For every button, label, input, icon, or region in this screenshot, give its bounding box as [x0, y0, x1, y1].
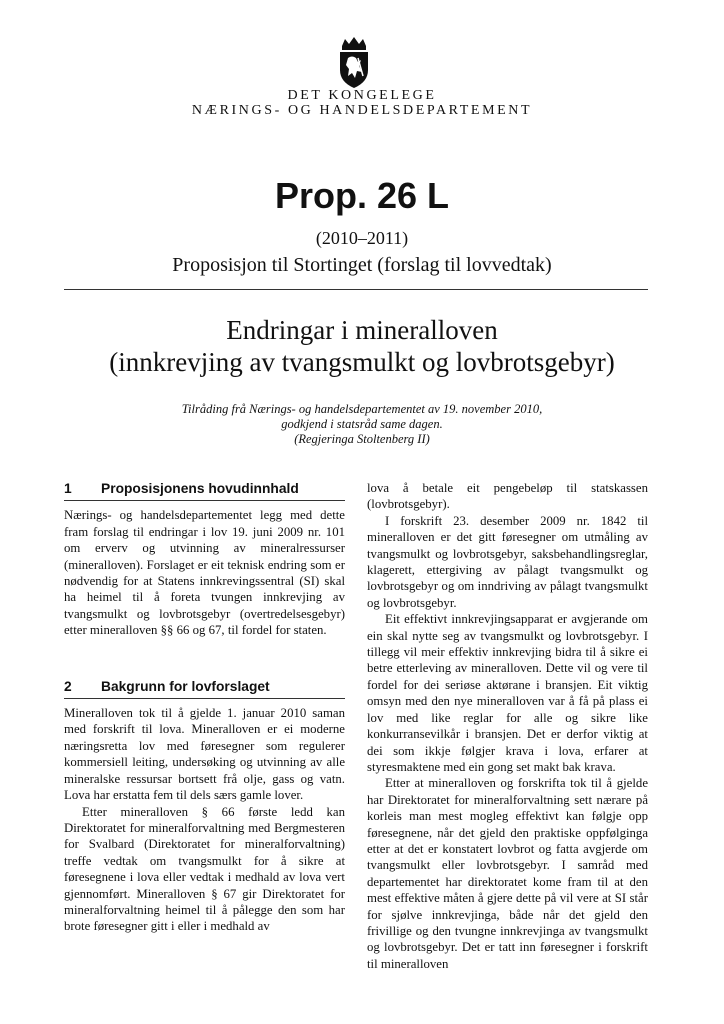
right-column [367, 480, 648, 972]
main-title-line-1: Endringar i mineralloven [226, 315, 498, 345]
section-number: 2 [64, 678, 72, 694]
royal-coat-of-arms-icon [328, 36, 380, 90]
section-title: Proposisjonens hovudinnhald [101, 481, 299, 496]
paragraph: Nærings- og handelsdepartementet legg med dette fram forslag til endringar i lov 19. juni 2009 nr. 101 om erverv og utvinning av mineralressurser (mineralloven). Forslaget er eit teknisk endring som er nødvendig for at Statens innkrevingssentral (SI) skal ha heimel til å foreta tvungen innkrevjing av tvangsmulkt og lovbrotsgebyr (overtredelsesgebyr) etter mineralloven §§ 66 og 67, til fordel for staten. [64, 508, 345, 638]
main-title [0, 314, 724, 378]
approval-line-2: godkjend i statsråd same dagen. [281, 417, 443, 431]
title-divider [64, 289, 648, 290]
proposition-title: Prop. 26 L [274, 175, 450, 216]
left-column [64, 481, 345, 935]
session-years: (2010–2011) [315, 228, 409, 248]
paragraph: Mineralloven tok til å gjelde 1. januar 2010 saman med forskrift til lova. Mineralloven er ei moderne næringsretta lov med føresegner som regulerer kommersiell leiting, undersøking og utvinning av alle mineralske ressursar bortsett frå olje, gass og vatn. Lova har erstatta fem til dels særs gamle lover. [64, 706, 345, 803]
main-title-line-2: (innkrevjing av tvangsmulkt og lovbrotsgebyr) [109, 347, 615, 377]
section-heading [64, 481, 345, 501]
paragraph: Etter mineralloven § 66 første ledd kan Direktoratet for mineralforvaltning med Bergmesteren for Svalbard (Direktoratet for mineralforvaltning) treffe vedtak om tvangsmulkt for å sikre at føresegnene i lova eller vedtak i medhald av lova vert gjennomført. Mineralloven § 67 gir Direktoratet for mineralforvaltning heimel til å pålegge den som har brote føresegner gitt i eller i medhald av [64, 804, 345, 934]
section-number: 1 [64, 481, 72, 496]
section-heading [64, 679, 345, 699]
approval-note [0, 402, 724, 447]
section-title: Bakgrunn for lovforslaget [101, 678, 270, 694]
approval-line-3: (Regjeringa Stoltenberg II) [294, 432, 430, 446]
department-line-1: DET KONGELEGE [287, 88, 437, 103]
paragraph: I forskrift 23. desember 2009 nr. 1842 til mineralloven er det gitt føresegner om utmåling av tvangsmulkt og lovbrotsgebyr, saksbehandlingsreglar, klagerett, ettergiving av pålagt tvangsmulkt og lovbrotsgebyr og om inndriving av pålagt tvangsmulkt og lovbrotsgebyr. [367, 513, 648, 610]
department-line-2: NÆRINGS- OG HANDELSDEPARTEMENT [191, 103, 533, 118]
paragraph: Etter at mineralloven og forskrifta tok til å gjelde har Direktoratet for mineralforvaltning sett nærare på korleis man mest mogleg effektivt kan følgje opp føresegnene, når det gjeld den praktiske oppfølginga etter at det er konstatert lovbrot og fatta avgjerde om tvangsmulkt eller lovbrotsgebyr. I samråd med departementet har direktoratet kome fram til at den mest effektive måten å gjere dette på vil vere at SI står for sjølve innkrevjinga, både når det gjeld den frivillige og den tvungne innkrevjinga av tvangsmulkt og lovbrotsgebyr. Det er tatt inn føresegner i forskrift til mineralloven [367, 776, 648, 971]
approval-line-1: Tilråding frå Nærings- og handelsdepartementet av 19. november 2010, [181, 402, 543, 416]
paragraph: Eit effektivt innkrevjingsapparat er avgjerande om ein skal nytte seg av tvangsmulkt og lovbrotsgebyr. I tillegg vil meir effektiv innkrevjing bidra til å sikre ei betre etterleving av mineralloven. Dette vil og vere til fordel for dei seriøse aktørane i bransjen. Eit viktig omsyn med den nye mineralloven var å få på plass ei lov med like reglar for alle og sikre like konkurransevilkår i bransjen. Det er derfor viktig at dei som ikkje følgjer krava i lova, erfarer at styresmaktene med ein gong set makt bak krava. [367, 612, 648, 774]
proposition-subtitle: Proposisjon til Stortinget (forslag til lovvedtak) [172, 254, 552, 276]
paragraph: lova å betale eit pengebeløp til statskassen (lovbrotsgebyr). [367, 481, 648, 512]
